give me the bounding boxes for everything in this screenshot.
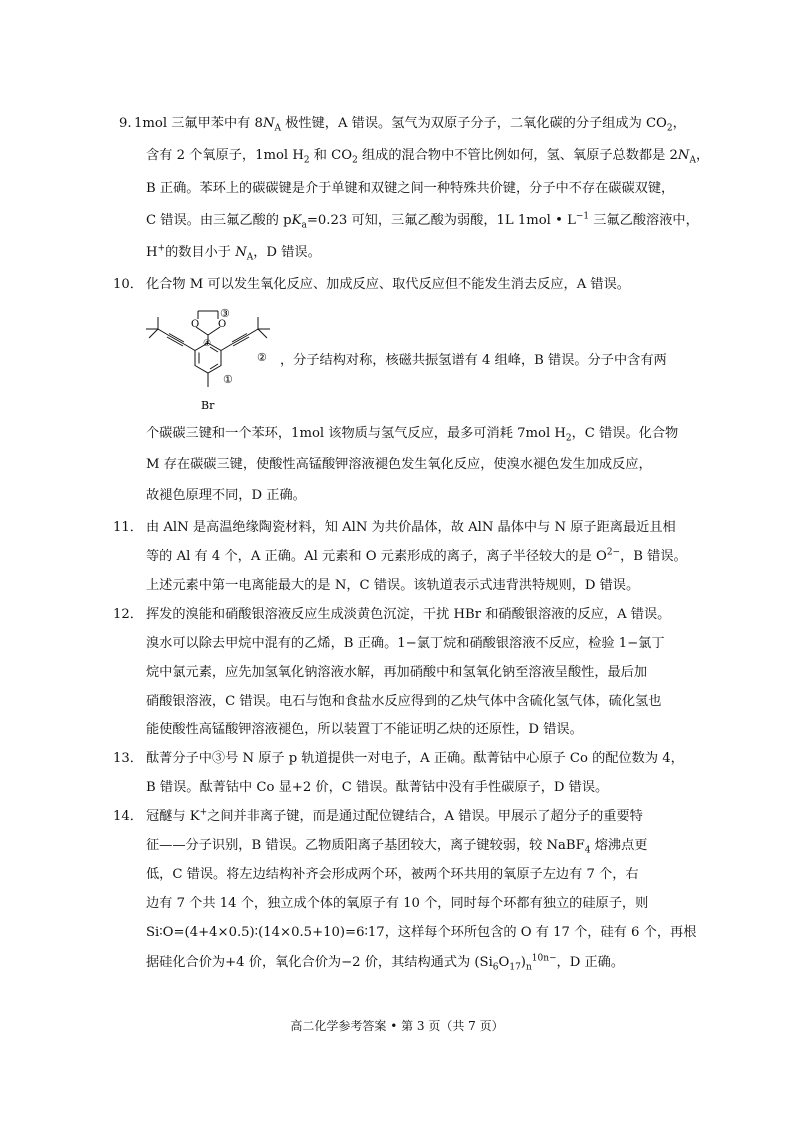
q13-number: 13． [113,751,143,766]
q9-number: 9. [119,116,132,131]
q11-number: 11． [113,520,143,535]
q10-line-4: M 存在碳碳三键，使酸性高锰酸钾溶液褪色发生氧化反应，使溴水褪色发生加成反应， [146,457,652,472]
q12-line-3: 烷中氯元素，应先加氢氧化钠溶液水解，再加硝酸中和氢氧化钠至溶液呈酸性，最后加 [146,665,648,680]
q12-line-4: 硝酸银溶液，C 错误。电石与饱和食盐水反应得到的乙炔气体中含硫化氢气体，硫化氢也 [146,694,662,709]
q10-number: 10． [113,277,143,292]
q12-number: 12． [113,607,143,622]
q14-number: 14． [113,809,143,824]
position-2-label: ② [257,351,267,364]
q9-line-3: B 正确。苯环上的碳碳键是介于单键和双键之间一种特殊共价键，分子中不存在碳碳双键， [146,181,675,196]
q9-line-2: 含有 2 个氧原子，1mol $H_2$ 和 $CO_2$ 组成的混合物中不管比例如何，氢、氧原子总数都是 $2N_A$， [146,148,710,166]
q14-line-4: 边有 7 个共 14 个，独立成个体的氧原子有 10 个，同时每个环都有独立的硅原子，则 [146,896,649,911]
page-footer: 高二化学参考答案 • 第 3 页（共 7 页） [290,1019,504,1033]
position-4-label: ④ [203,339,212,349]
position-3-label: ③ [220,307,230,320]
q9-line-1: 1mol 三氟甲苯中有 $8N_A$ 极性键，A 错误。氢气为双原子分子，二氧化碳的分子组成为 $CO_2$， [134,116,686,134]
q9-line-5: H+的数目小于 $N_A$，D 错误。 [146,243,321,263]
q11-line-1: 由 AlN 是高温绝缘陶瓷材料，知 AlN 为共价晶体，故 AlN 晶体中与 N 原子距离最近且相 [146,520,676,535]
q10-line-5: 故褪色原理不同，D 正确。 [146,488,306,503]
q9-line-4: C 错误。由三氟乙酸的 $pK_a=0.23$ 可知，三氟乙酸为弱酸，1L 1mol • $L^{-1}$ 三氟乙酸溶液中， [146,211,699,231]
q10-line-2: ，分子结构对称，核磁共振氢谱有 4 组峰，B 错误。分子中含有两 [280,353,667,368]
bromine-label: Br [201,399,215,412]
q13-line-1: 酞菁分子中③号 N 原子 p 轨道提供一对电子，A 正确。酞菁钴中心原子 Co 的配位数为 4， [146,751,684,766]
q14-line-3: 低，C 错误。将左边结构补齐会形成两个环，被两个环共用的氧原子左边有 7 个，右 [146,867,639,882]
q13-line-2: B 错误。酞菁钴中 Co 显+2 价，C 错误。酞菁钴中没有手性碳原子，D 错误。 [146,780,609,795]
position-1-label: ① [223,373,233,386]
q14-line-2: 征——分子识别，B 错误。乙物质阳离子基团较大，离子键较弱，较 NaBF$_4$ 熔沸点更 [146,838,648,856]
q10-line-3: 个碳碳三键和一个苯环，1mol 该物质与氢气反应，最多可消耗 7mol $H_2$，C 错误。化合物 [146,426,679,444]
q11-line-2: 等的 Al 有 4 个，A 正确。Al 元素和 O 元素形成的离子，离子半径较大的是 $O^{2-}$，B 错误。 [146,547,687,564]
q14-line-5: Si∶O=(4+4×0.5)∶(14×0.5+10)=6∶17，这样每个环所包含的 O 有 17 个，硅有 6 个，再根 [146,925,697,940]
q12-line-1: 挥发的溴能和硝酸银溶液反应生成淡黄色沉淀，干扰 HBr 和硝酸银溶液的反应，A 错误。 [146,607,671,622]
q10-line-1: 化合物 M 可以发生氧化反应、加成反应、取代反应但不能发生消去反应，A 错误。 [146,277,630,292]
q12-line-5: 能使酸性高锰酸钾溶液褪色，所以装置丁不能证明乙炔的还原性，D 错误。 [146,722,583,737]
oxygen-label-left: O [191,319,200,330]
q11-line-3: 上述元素中第一电离能最大的是 N，C 错误。该轨道表示式违背洪特规则，D 错误。 [146,578,640,593]
q14-line-6: 据硅化合价为+4 价，氧化合价为−2 价，其结构通式为 $(Si_6O_{17})_n^{10n-}$，D 正确。 [146,953,625,973]
q14-line-1: 冠醚与 K+之间并非离子键，而是通过配位键结合，A 错误。甲展示了超分子的重要特 [146,807,643,824]
q12-line-2: 溴水可以除去甲烷中混有的乙烯，B 正确。1−氯丁烷和硝酸银溶液不反应，检验 1−氯丁 [146,636,665,651]
compound-m-structure [140,305,280,417]
oxygen-label-right: O [218,319,227,330]
